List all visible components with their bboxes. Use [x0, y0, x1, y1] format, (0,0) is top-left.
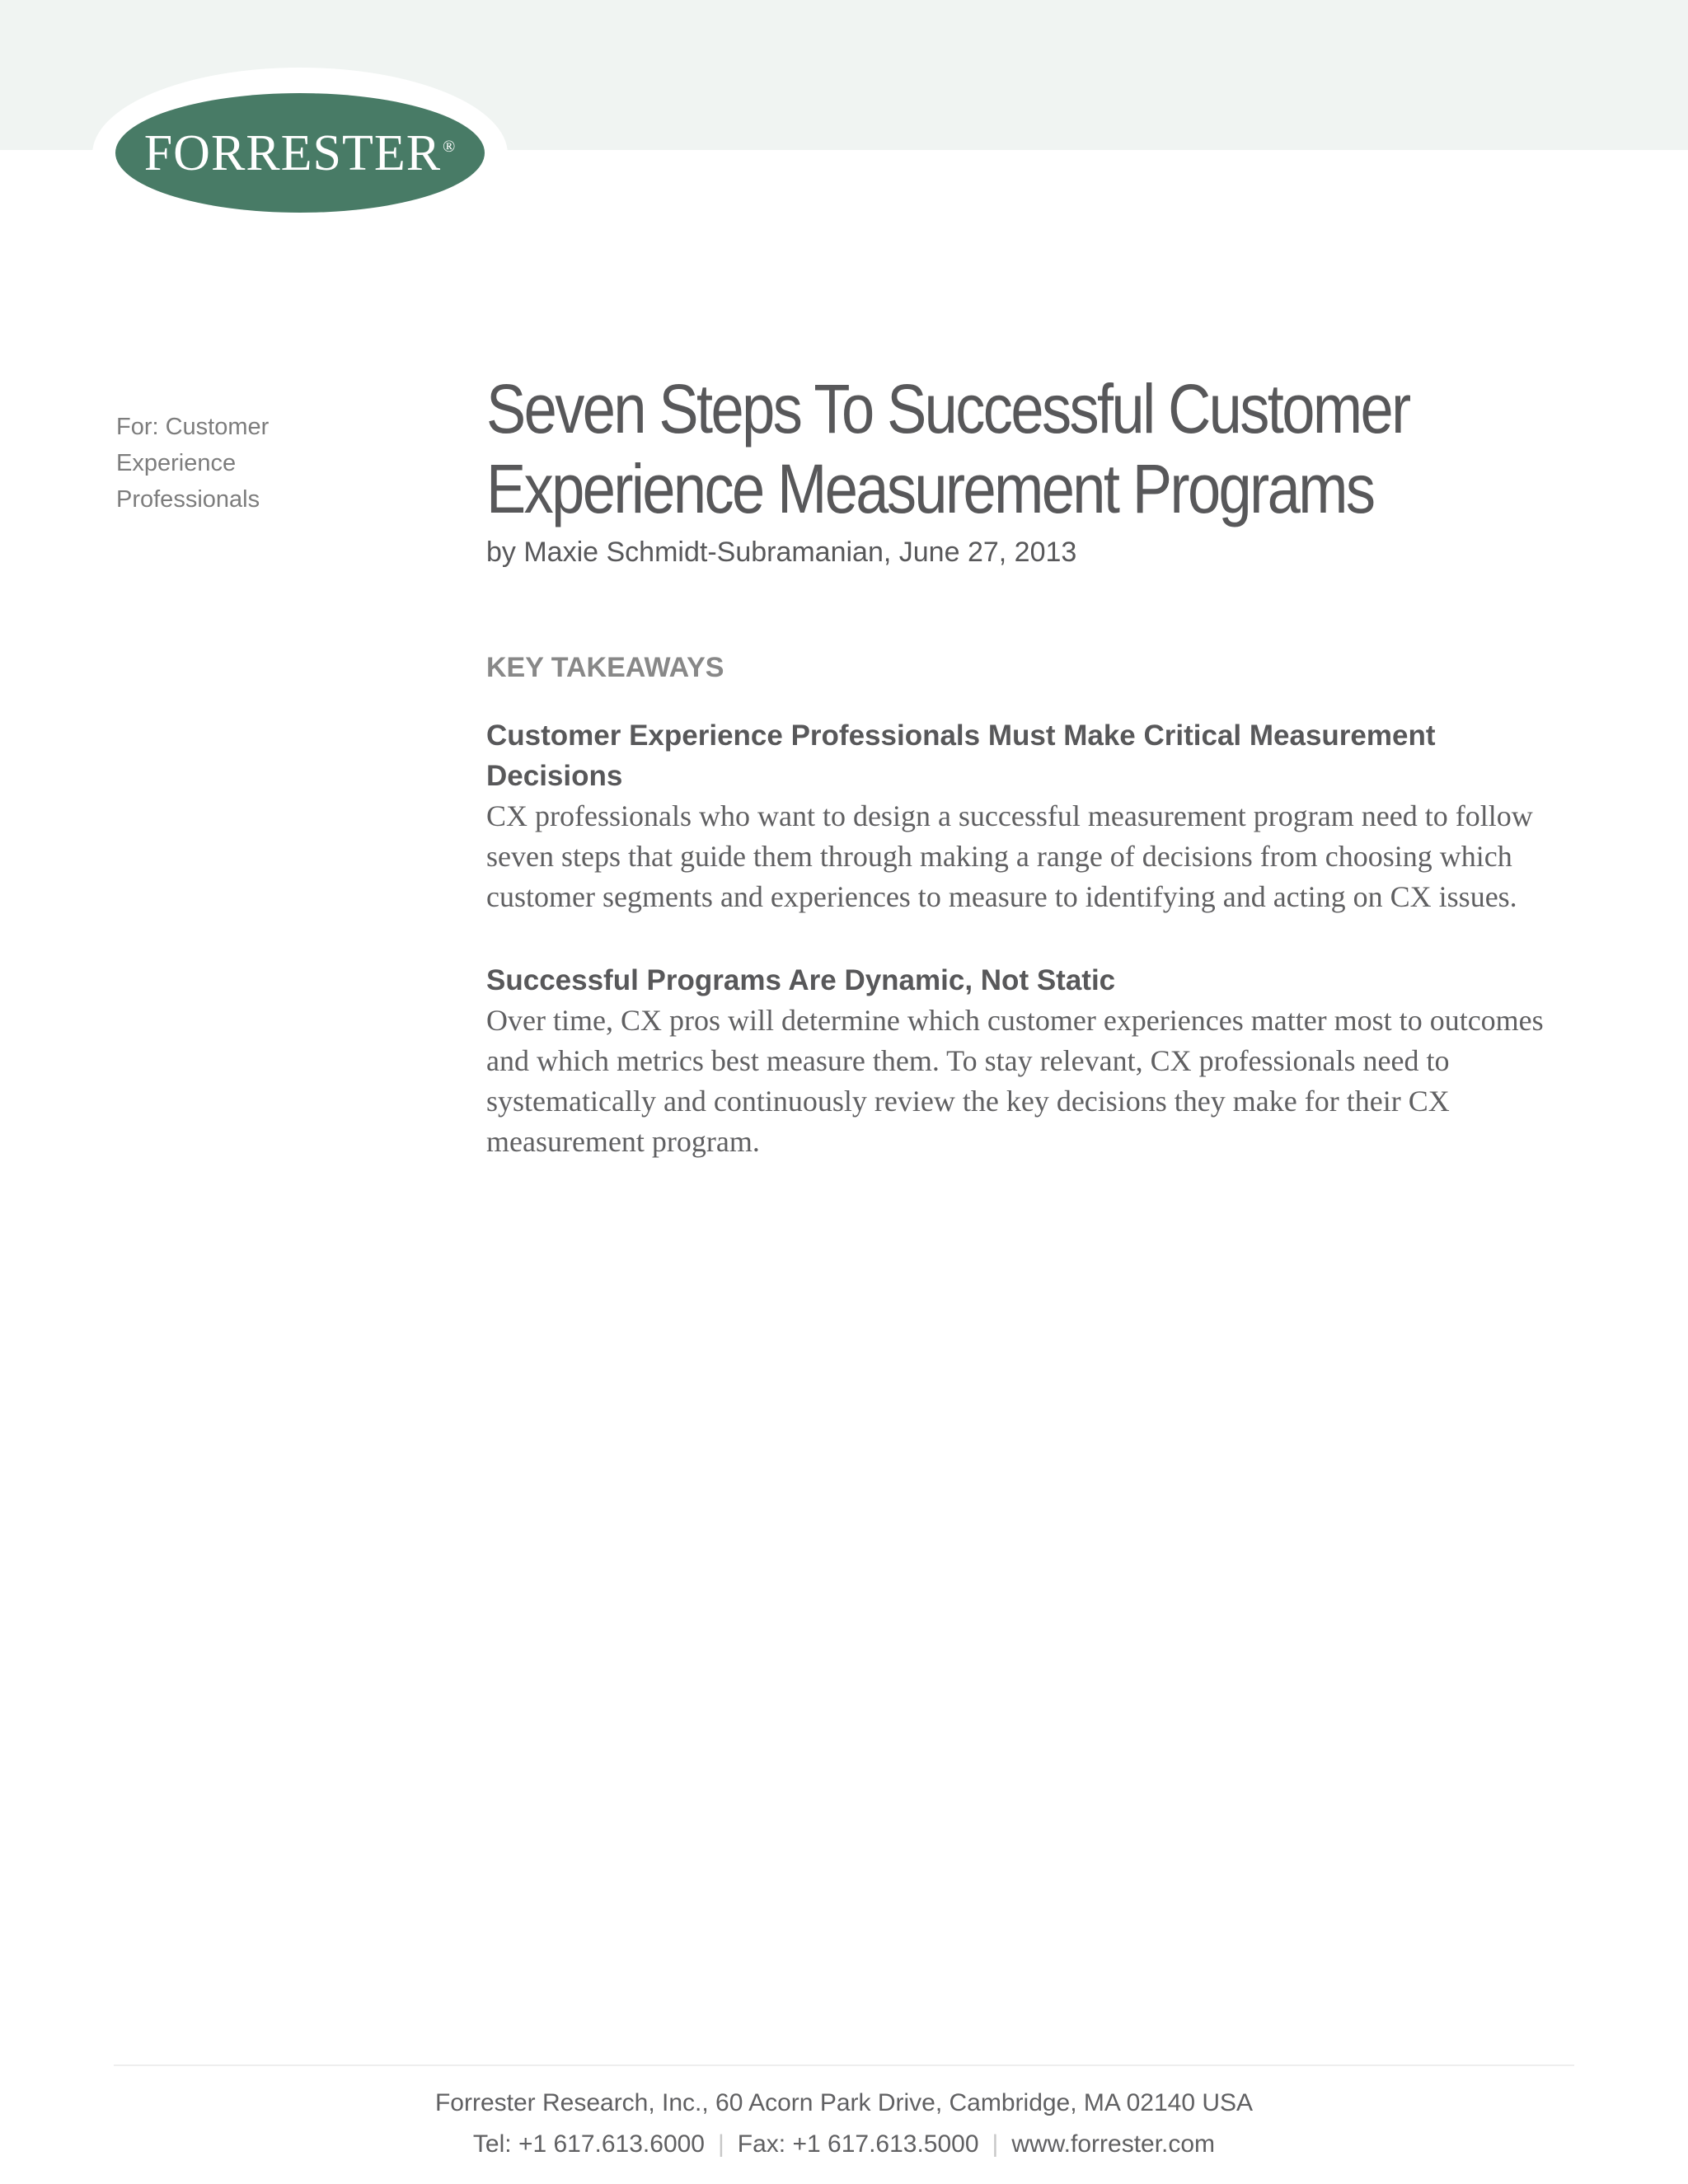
- footer-website-link[interactable]: www.forrester.com: [1011, 2130, 1216, 2158]
- footer-separator: |: [718, 2130, 724, 2158]
- logo-wordmark: FORRESTER ®: [143, 124, 457, 181]
- footer-fax: Fax: +1 617.613.5000: [737, 2130, 979, 2158]
- takeaway-section: [486, 715, 1574, 917]
- footer-divider: [114, 2064, 1574, 2066]
- takeaway-section: [486, 960, 1574, 1162]
- report-byline: by Maxie Schmidt-Subramanian, June 27, 2013: [486, 537, 1077, 568]
- footer-address: Forrester Research, Inc., 60 Acorn Park Drive, Cambridge, MA 02140 USA: [434, 2089, 1254, 2116]
- takeaway-body: Over time, CX pros will determine which customer experiences matter most to outcomes and which metrics best measure them. To stay relevant, CX professionals need to systematically and continuously review the key decisions they make for their CX measurement program.: [486, 1004, 1544, 1158]
- report-title: [486, 369, 1578, 529]
- footer-separator: |: [992, 2130, 999, 2158]
- forrester-logo: [115, 93, 485, 213]
- report-title-line: Experience Measurement Programs: [486, 450, 1374, 527]
- takeaway-title: Customer Experience Professionals Must Make Critical Measurement Decisions: [486, 719, 1436, 792]
- report-title-line: Seven Steps To Successful Customer: [486, 370, 1409, 448]
- key-takeaways-heading: KEY TAKEAWAYS: [486, 652, 724, 683]
- footer-tel: Tel: +1 617.613.6000: [472, 2130, 705, 2158]
- report-main: [486, 369, 1574, 1162]
- page-footer: [0, 2083, 1688, 2165]
- takeaway-body: CX professionals who want to design a successful measurement program need to follow seven steps that guide them through making a range of decisions from choosing which customer segments and experiences to measure to identifying and acting on CX issues.: [486, 799, 1533, 913]
- footer-contact: [0, 2124, 1688, 2165]
- audience-line: Experience: [116, 450, 237, 476]
- audience-line: Professionals: [116, 486, 260, 513]
- audience-line: For: Customer: [116, 414, 270, 440]
- takeaway-title: Successful Programs Are Dynamic, Not Static: [486, 964, 1116, 996]
- audience-sidebar: [116, 409, 380, 518]
